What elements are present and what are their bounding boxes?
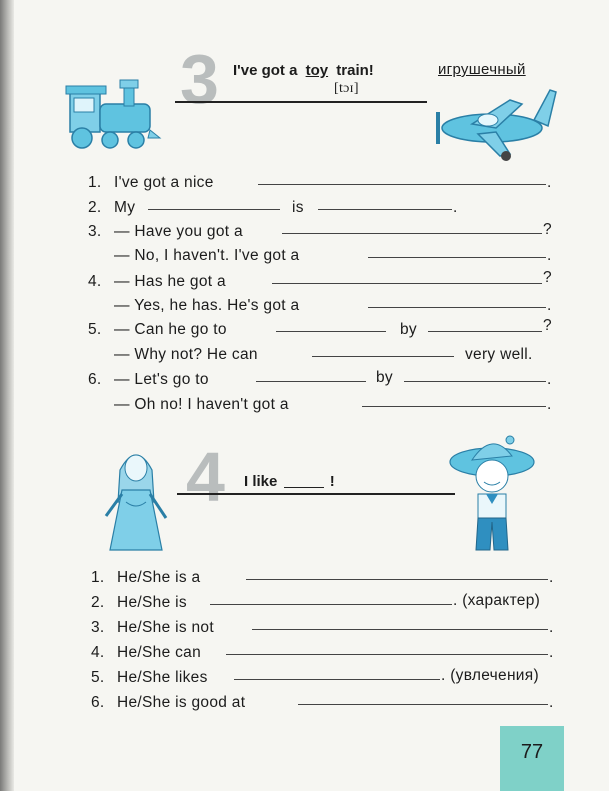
item-suffix: . [549, 644, 554, 661]
item-number: 5. [91, 669, 105, 686]
item-number: 1. [88, 174, 102, 191]
answer-blank[interactable] [210, 604, 452, 605]
translation: игрушечный [438, 61, 526, 78]
item-end: . [453, 199, 458, 216]
answer-blank[interactable] [318, 209, 452, 210]
answer-blank[interactable] [256, 381, 366, 382]
answer-blank[interactable] [258, 184, 546, 185]
answer-blank[interactable] [272, 283, 542, 284]
item-text: He/She is good at [117, 694, 246, 711]
item-number: 4. [88, 273, 102, 290]
transcription: [tɔɪ] [334, 81, 359, 96]
title-key-word: toy [305, 62, 329, 79]
girl-picture [96, 440, 178, 555]
answer-blank[interactable] [368, 307, 546, 308]
title-pre: I've got a [233, 62, 298, 79]
item-text: — Let's go to [114, 371, 209, 388]
title-post: ! [329, 473, 335, 490]
item-number: 2. [91, 594, 105, 611]
item-end: . [547, 396, 552, 413]
item-text: I've got a nice [114, 174, 214, 191]
item-text: is [292, 199, 304, 216]
page-number: 77 [500, 726, 564, 791]
answer-blank[interactable] [368, 257, 546, 258]
item-number: 1. [91, 569, 105, 586]
airplane-picture [430, 84, 560, 164]
item-text: He/She is not [117, 619, 214, 636]
section-4-rule [177, 493, 455, 495]
answer-blank[interactable] [312, 356, 454, 357]
item-suffix: . (увлечения) [441, 667, 539, 684]
item-text: He/She likes [117, 669, 208, 686]
answer-blank[interactable] [226, 654, 548, 655]
item-text: — No, I haven't. I've got a [114, 247, 300, 264]
item-end: . [547, 371, 552, 388]
answer-blank[interactable] [276, 331, 386, 332]
train-picture [60, 72, 170, 162]
answer-blank[interactable] [246, 579, 548, 580]
clown-boy-picture [446, 432, 538, 556]
item-number: 2. [88, 199, 102, 216]
item-suffix: . [549, 619, 554, 636]
item-end: ? [543, 317, 552, 334]
answer-blank[interactable] [148, 209, 280, 210]
item-text: by [400, 321, 417, 338]
item-text: very well. [465, 346, 533, 363]
answer-blank[interactable] [252, 629, 548, 630]
answer-blank[interactable] [234, 679, 440, 680]
section-4-number: 4 [186, 438, 225, 516]
title-pre: I like [244, 473, 278, 490]
item-text: — Why not? He can [114, 346, 258, 363]
answer-blank[interactable] [298, 704, 548, 705]
item-suffix: . [549, 569, 554, 586]
section-4-title [244, 473, 335, 490]
item-text: He/She is a [117, 569, 201, 586]
item-text: My [114, 199, 136, 216]
item-end: ? [543, 269, 552, 286]
item-text: — Can he go to [114, 321, 227, 338]
section-3-number: 3 [180, 40, 219, 118]
item-text: — Yes, he has. He's got a [114, 297, 300, 314]
item-suffix: . (характер) [453, 592, 541, 609]
answer-blank[interactable] [404, 381, 546, 382]
item-number: 3. [91, 619, 105, 636]
item-text: by [376, 369, 393, 386]
item-number: 5. [88, 321, 102, 338]
item-end: . [547, 174, 552, 191]
item-number: 4. [91, 644, 105, 661]
answer-blank[interactable] [362, 406, 546, 407]
item-number: 3. [88, 223, 102, 240]
section-3-title [233, 62, 374, 79]
item-text: — Has he got a [114, 273, 226, 290]
item-text: He/She is [117, 594, 187, 611]
item-suffix: . [549, 694, 554, 711]
item-text: — Have you got a [114, 223, 243, 240]
answer-blank[interactable] [282, 233, 542, 234]
answer-blank[interactable] [428, 331, 542, 332]
item-end: ? [543, 221, 552, 238]
item-text: He/She can [117, 644, 201, 661]
item-end: . [547, 247, 552, 264]
item-text: — Oh no! I haven't got a [114, 396, 289, 413]
title-post: train! [336, 62, 374, 79]
item-number: 6. [91, 694, 105, 711]
book-spine-shadow [0, 0, 14, 791]
title-blank [284, 487, 324, 488]
item-number: 6. [88, 371, 102, 388]
item-end: . [547, 297, 552, 314]
section-3-rule [175, 101, 427, 103]
